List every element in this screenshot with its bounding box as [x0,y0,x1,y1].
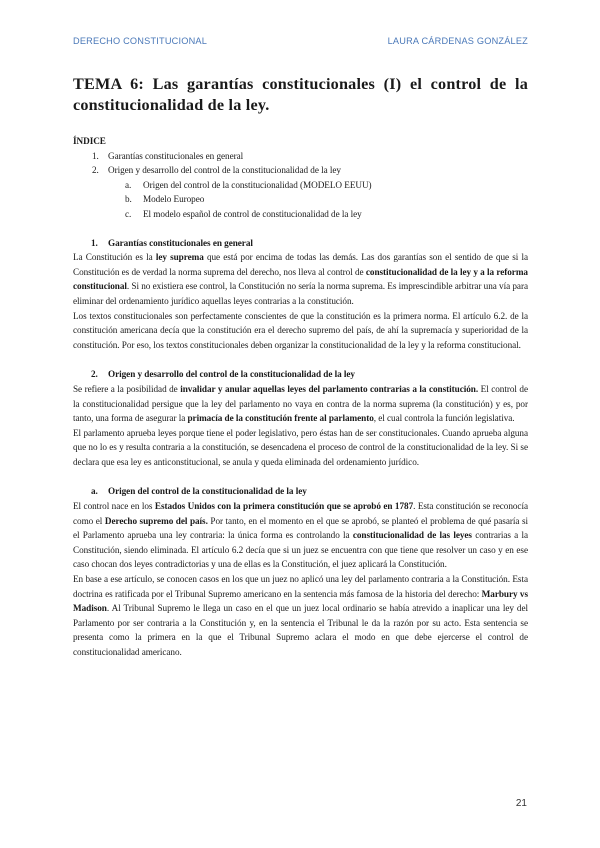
section-heading: 1. Garantías constitucionales en general [91,237,253,248]
index-subitem: b. Modelo Europeo [125,194,205,205]
index-subitem: a. Origen del control de la constitucionalidad (MODELO EEUU) [125,179,372,190]
paragraph: En base a ese artículo, se conocen casos en los que un juez no aplicó una ley del parlamento contraria a la Constitución. Esta doctrina es ratificada por el Tribunal Supremo americano en la sentencia más famosa de la historia del derecho: Marbury vs Madison. Al Tribunal Supremo le llega un caso en el que un juez local ordinario se había atrevido a inaplicar una ley del Parlamento por ser contraria a la Constitución y, en la sentencia el Tribunal le da la razón por su acto. Esta sentencia se presenta como la primera en la que el Tribunal Supremo aclara el modo en que debe ejercerse el control de constitucionalidad americano. [73,574,528,657]
index-heading: ÍNDICE [73,136,106,146]
index-item: 2. Origen y desarrollo del control de la constitucionalidad de la ley a. Origen del control de la constitucionalidad (MODELO EEUU) b. Modelo Europeo c. El modelo español de control de constitucionalidad de la ley [73,163,528,221]
header-author: LAURA CÁRDENAS GONZÁLEZ [387,36,528,46]
paragraph: El parlamento aprueba leyes porque tiene el poder legislativo, pero éstas han de ser constitucionales. Cuando aprueba alguna que no lo es y resulta contraria a la constitución, se desencadena el proceso de control de la constitucionalidad de la ley. Si se declara que esa ley es anticonstitucional, se anula y queda eliminada del ordenamiento jurídico. [73,427,528,467]
index-sublist [73,178,528,222]
page-header [73,36,528,46]
paragraph: El control nace en los Estados Unidos con la primera constitución que se aprobó en 1787. Esta constitución se reconocía como el Derecho supremo del país. Por tanto, en el momento en el que se aprobó, se planteó el problema de qué pasaría si el Parlamento aprueba una ley contraria: la única forma es controlando la constitucionalidad de las leyes contrarias a la Constitución, siendo eliminada. El artículo 6.2 decía que si un juez se encuentra con que tiene que resolver un caso y en ese caso chocan dos leyes contradictorias y una de ellas es la Constitución, el juez aplicará la Constitución. [73,501,528,570]
page-number: 21 [515,798,527,809]
index-list [73,149,528,222]
subsection-heading: a. Origen del control de la constitucionalidad de la ley [91,486,307,497]
paragraph: Los textos constitucionales son perfectamente conscientes de que la constitución es la primera norma. El artículo 6.2. de la constitución americana decía que la constitución era el derecho supremo del país, de ahí la supremacía y superioridad de la constitución. Por eso, los textos constitucionales deben organizar la constitucionalidad de la ley y la reforma constitucional. [73,310,528,350]
paragraph: Se refiere a la posibilidad de invalidar y anular aquellas leyes del parlamento contrarias a la constitución. El control de la constitucionalidad persigue que la ley del parlamento no vaya en contra de la norma suprema (la constitución) y es, por tanto, una forma de asegurar la primacía de la constitución frente al parlamento, el cual controla la función legislativa. [73,383,528,424]
index-item: 1. Garantías constitucionales en general [92,150,244,161]
index-subitem: c. El modelo español de control de constitucionalidad de la ley [125,208,362,219]
paragraph: La Constitución es la ley suprema que está por encima de todas las demás. Las dos garantías son el sentido de que si la Constitución es de verdad la norma suprema del derecho, nos lleva al control de constitucionalidad de la ley y a la reforma constitucional. Si no existiera ese control, la Constitución no sería la norma suprema. Es imprescindible arbitrar una vía para eliminar del ordenamiento jurídico aquellas leyes contrarias a la constitución. [73,252,528,306]
header-subject: DERECHO CONSTITUCIONAL [73,36,208,46]
section-heading: 2. Origen y desarrollo del control de la constitucionalidad de la ley [91,369,355,380]
document-body [73,134,528,660]
page-title: TEMA 6: Las garantías constitucionales (I) el control de la constitucionalidad de la ley. [73,75,528,114]
